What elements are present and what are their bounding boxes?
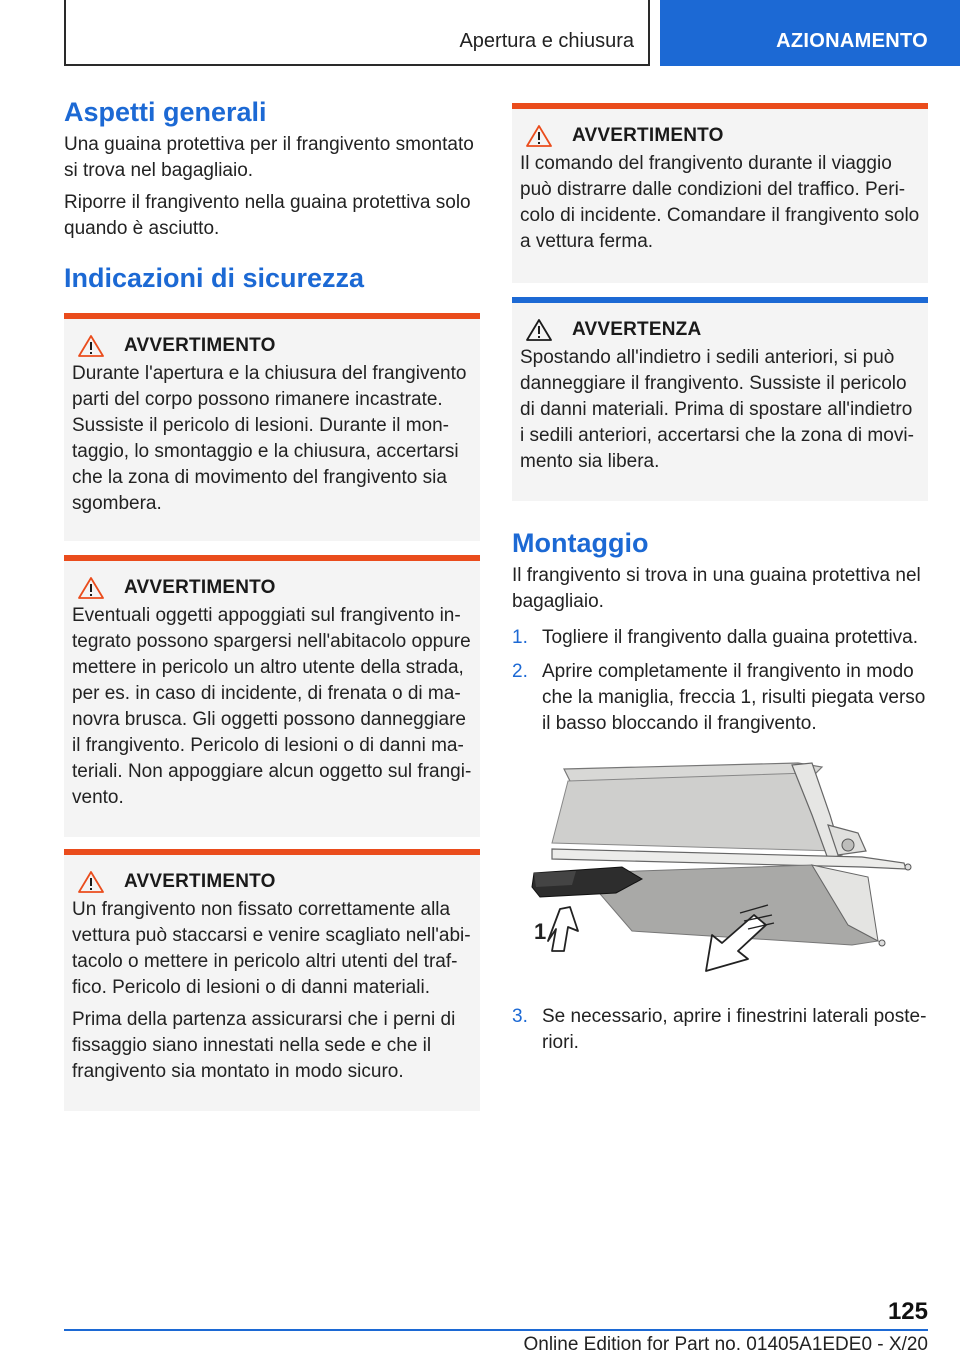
right-column: [512, 103, 928, 1064]
warning-title: AVVERTIMENTO: [124, 870, 276, 892]
warning-box: [512, 103, 928, 283]
warning-box: [64, 555, 480, 837]
warning-header: [72, 871, 472, 893]
page-header: [0, 0, 960, 66]
warning-title: AVVERTIMENTO: [124, 576, 276, 598]
step-number: 3.: [512, 1006, 528, 1028]
general-heading: Aspetti generali: [64, 97, 267, 127]
figure-label-1: 1: [534, 919, 547, 945]
mounting-heading: Montaggio: [512, 528, 649, 558]
chapter-tab: [660, 0, 960, 66]
safety-heading: Indicazioni di sicurezza: [64, 263, 365, 294]
section-title: Apertura e chiusura: [459, 30, 634, 52]
warning-text: Durante l'apertura e la chiusura del frangivento parti del corpo possono rimanere incastrate. Sussiste il pericolo di lesioni. Durante il montaggio, lo smontaggio e la chiusura, accertarsi che la zona di movimento del frangivento sia sgombera.: [72, 362, 467, 514]
windscreen-illustration: [512, 755, 928, 985]
left-column: [64, 96, 480, 1111]
chapter-title: AZIONAMENTO: [776, 30, 928, 52]
warning-text: Eventuali oggetti appoggiati sul frangivento integrato possono spargersi nell'abitacolo oppure mettere in pericolo un altro utente della strada, per es. in caso di incidente, di frenata o di manovra brusca. Gli oggetti possono danneggiare il frangivento. Pericolo di lesioni o di danni materiali. Non appoggiare alcun oggetto sul frangivento.: [72, 604, 472, 808]
mounting-steps-continued: [512, 1004, 928, 1056]
warning-triangle-icon: [78, 871, 104, 893]
notice-text: Spostando all'indietro i sedili anteriori, si può danneggiare il frangivento. Sussiste il pericolo di danni materiali. Prima di spostare all'indietro i sedili anteriori, accertarsi che la zona di movimento sia libera.: [520, 347, 914, 472]
notice-box: [512, 297, 928, 501]
footer-divider: [64, 1329, 928, 1331]
general-paragraph: Una guaina protettiva per il frangivento smontato si trova nel bagagliaio.: [64, 134, 474, 182]
step-text: Aprire completamente il frangivento in modo che la maniglia, freccia 1, risulti piegata verso il basso bloccando il frangivento.: [542, 661, 926, 735]
warning-box: [64, 313, 480, 541]
section-tab: [64, 0, 650, 66]
step-item: [512, 659, 928, 737]
notice-header: [520, 319, 920, 341]
general-paragraph: Riporre il frangivento nella guaina protettiva solo quando è asciutto.: [64, 192, 471, 240]
warning-header: [72, 335, 472, 357]
step-item: [512, 625, 928, 651]
mounting-intro: Il frangivento si trova in una guaina protettiva nel bagagliaio.: [512, 565, 921, 613]
warning-header: [520, 125, 920, 147]
notice-title: AVVERTENZA: [572, 319, 702, 340]
warning-text: Prima della partenza assicurarsi che i perni di fissaggio siano innestati nella sede e che il frangivento sia montato in modo sicuro.: [72, 1008, 456, 1082]
warning-title: AVVERTIMENTO: [572, 125, 724, 146]
warning-triangle-icon: [526, 125, 552, 147]
edition-footer: Online Edition for Part no. 01405A1EDE0 - X/20: [523, 1334, 928, 1355]
warning-title: AVVERTIMENTO: [124, 334, 276, 356]
mounting-steps: [512, 625, 928, 737]
warning-triangle-icon: [78, 335, 104, 357]
page-number: 125: [887, 1298, 928, 1325]
warning-box: [64, 849, 480, 1111]
warning-triangle-icon: [78, 577, 104, 599]
notice-triangle-icon: [526, 319, 552, 341]
step-text: Se necessario, aprire i finestrini laterali posteriori.: [542, 1006, 927, 1054]
warning-text: Il comando del frangivento durante il viaggio può distrarre dalle condizioni del traffico. Pericolo di incidente. Comandare il frangivento solo a vettura ferma.: [520, 153, 920, 252]
step-number: 1.: [512, 627, 528, 649]
warning-header: [72, 577, 472, 599]
step-item: [512, 1004, 928, 1056]
step-number: 2.: [512, 661, 528, 683]
step-text: Togliere il frangivento dalla guaina protettiva.: [542, 627, 919, 649]
warning-text: Un frangivento non fissato correttamente alla vettura può staccarsi e venire scagliato nell'abitacolo o mettere in pericolo altri utenti del traffico. Pericolo di lesioni o di danni materiali.: [72, 898, 471, 998]
